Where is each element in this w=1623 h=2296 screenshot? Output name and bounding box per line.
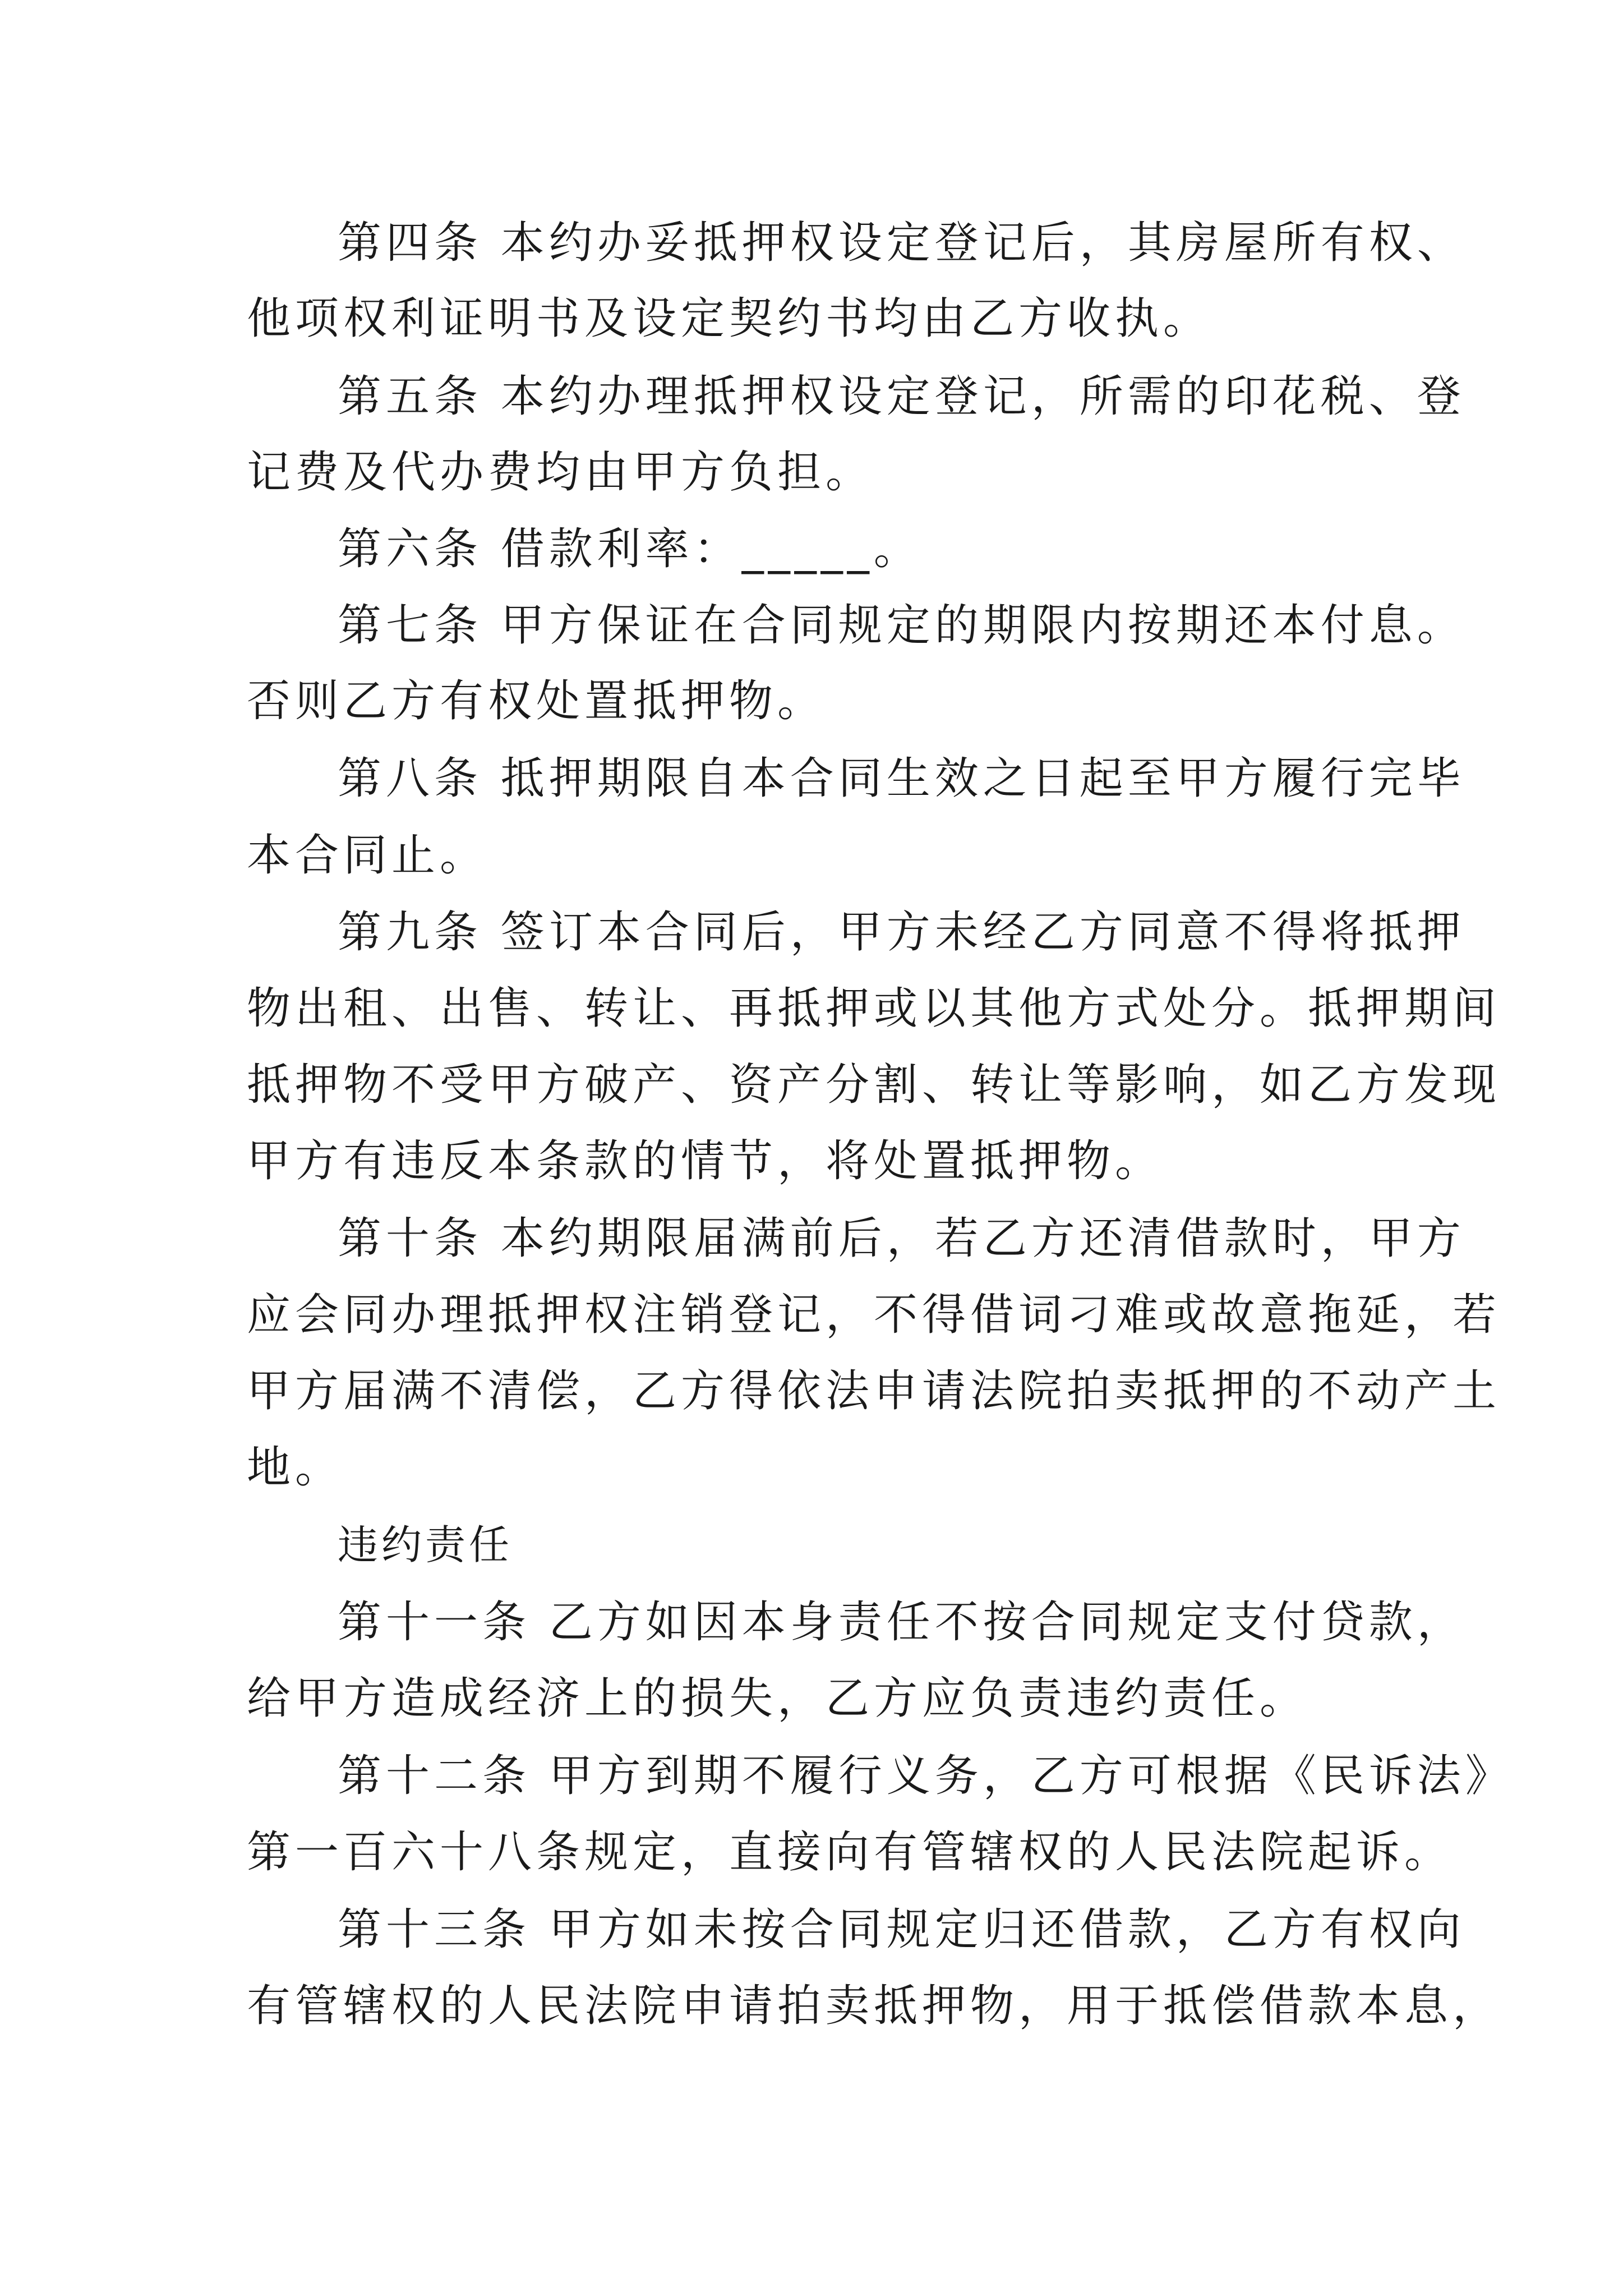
article-4-line-1: 第四条 本约办妥抵押权设定登记后，其房屋所有权、 (338, 218, 1465, 268)
article-5-line-2: 记费及代办费均由甲方负担。 (247, 447, 874, 498)
article-7-line-2: 否则乙方有权处置抵押物。 (247, 676, 826, 726)
article-9-line-2: 物出租、出售、转让、再抵押或以其他方式处分。抵押期间 (247, 983, 1501, 1034)
article-9-line-1: 第九条 签订本合同后，甲方未经乙方同意不得将抵押 (338, 907, 1465, 958)
article-11-line-1: 第十一条 乙方如因本身责任不按合同规定支付贷款， (338, 1597, 1465, 1648)
article-7-line-1: 第七条 甲方保证在合同规定的期限内按期还本付息。 (338, 600, 1465, 651)
section-heading-breach-liability: 违约责任 (338, 1521, 513, 1568)
article-12-line-2: 第一百六十八条规定，直接向有管辖权的人民法院起诉。 (247, 1827, 1453, 1878)
article-9-line-4: 甲方有违反本条款的情节，将处置抵押物。 (247, 1136, 1164, 1186)
article-10-line-2: 应会同办理抵押权注销登记，不得借词刁难或故意拖延，若 (247, 1290, 1501, 1340)
article-8-line-1: 第八条 抵押期限自本合同生效之日起至甲方履行完毕 (338, 753, 1465, 804)
article-10-line-3: 甲方届满不清偿，乙方得依法申请法院拍卖抵押的不动产土 (247, 1366, 1501, 1416)
article-8-line-2: 本合同止。 (247, 830, 488, 881)
article-10-line-1: 第十条 本约期限届满前后，若乙方还清借款时，甲方 (338, 1213, 1465, 1264)
article-5-line-1: 第五条 本约办理抵押权设定登记，所需的印花税、登 (338, 371, 1465, 422)
article-13-line-1: 第十三条 甲方如未按合同规定归还借款，乙方有权向 (338, 1904, 1465, 1955)
article-13-line-2: 有管辖权的人民法院申请拍卖抵押物，用于抵偿借款本息， (247, 1981, 1501, 2031)
article-12-line-1: 第十二条 甲方到期不履行义务，乙方可根据《民诉法》 (338, 1751, 1514, 1801)
article-11-line-2: 给甲方造成经济上的损失，乙方应负责违约责任。 (247, 1673, 1308, 1724)
article-6-line-1: 第六条 借款利率：_____。 (338, 524, 922, 574)
article-9-line-3: 抵押物不受甲方破产、资产分割、转让等影响，如乙方发现 (247, 1060, 1501, 1110)
article-10-line-4: 地。 (247, 1442, 344, 1493)
article-4-line-2: 他项权利证明书及设定契约书均由乙方收执。 (247, 293, 1212, 344)
